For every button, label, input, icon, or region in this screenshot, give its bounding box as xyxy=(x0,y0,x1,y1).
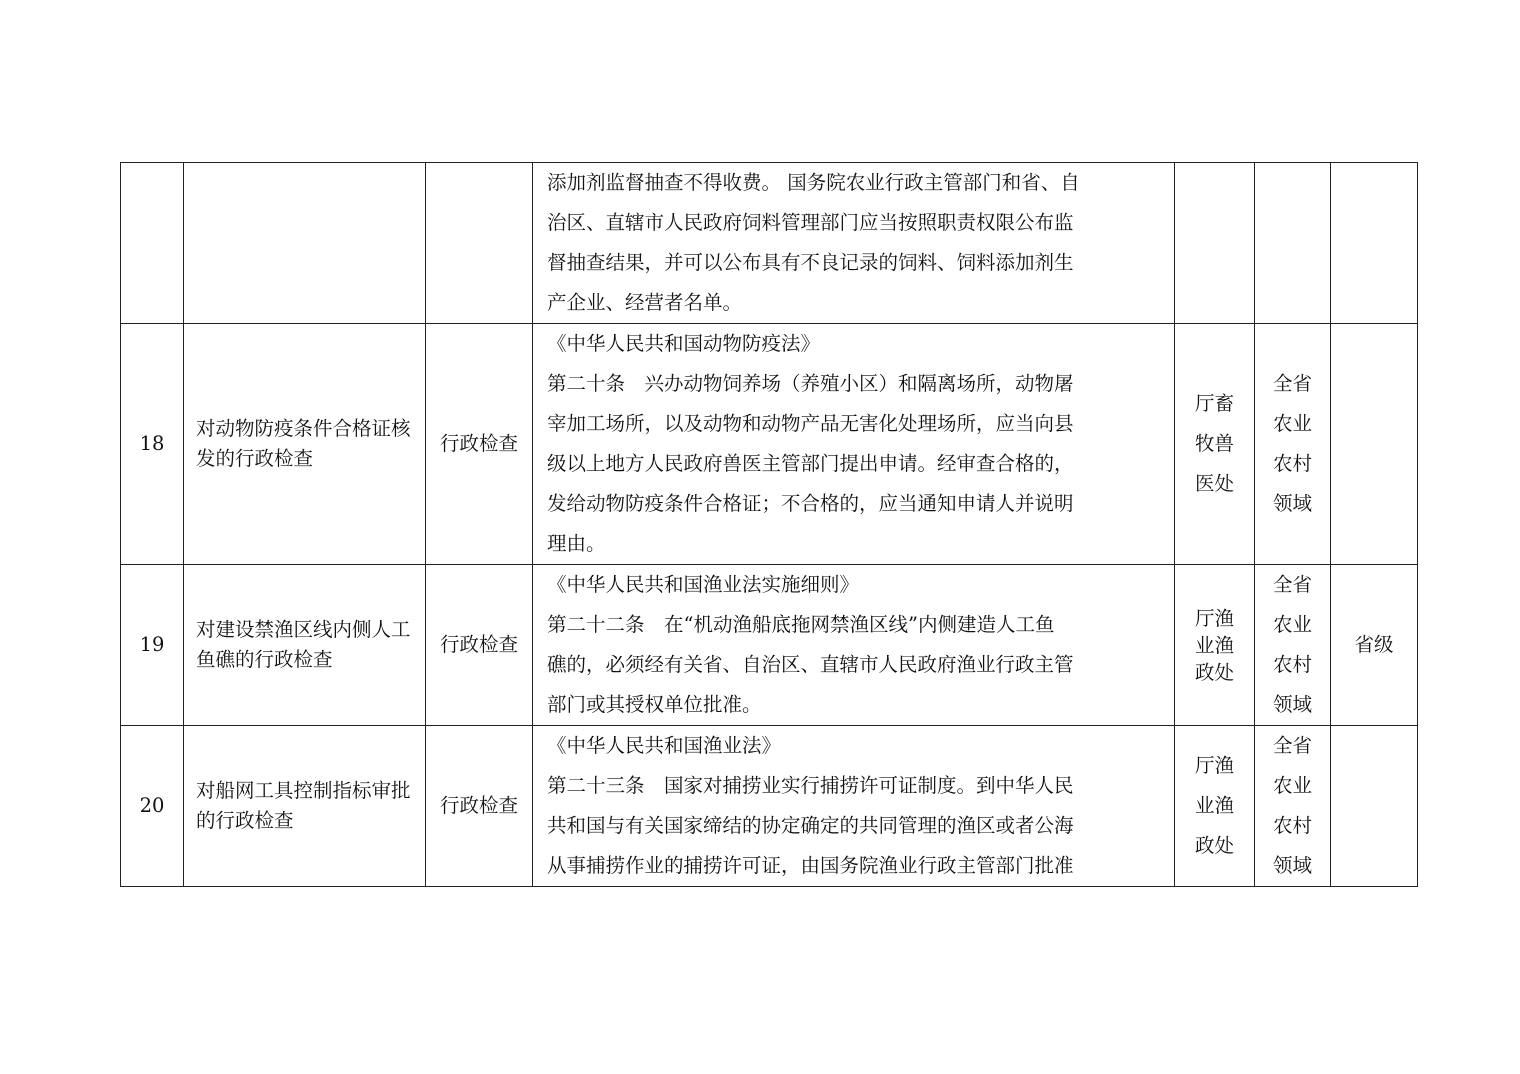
cell-number: 20 xyxy=(121,726,184,887)
table-row xyxy=(121,163,1418,324)
basis-line: 第二十条 兴办动物饲养场（养殖小区）和隔离场所，动物屠 xyxy=(547,372,1074,395)
department-line: 医处 xyxy=(1194,472,1234,495)
scope-line: 农业 xyxy=(1272,412,1312,435)
department-line: 业渔 xyxy=(1194,633,1234,657)
cell-level xyxy=(1331,163,1418,324)
basis-line: 《中华人民共和国动物防疫法》 xyxy=(547,332,821,355)
basis-line: 从事捕捞作业的捕捞许可证，由国务院渔业行政主管部门批准 xyxy=(547,854,1074,877)
scope-line: 农村 xyxy=(1272,814,1312,837)
scope-line: 领域 xyxy=(1272,693,1312,716)
basis-line: 发给动物防疫条件合格证；不合格的，应当通知申请人并说明 xyxy=(547,492,1074,515)
cell-scope xyxy=(1255,726,1331,887)
department-line: 业渔 xyxy=(1194,794,1234,817)
cell-level xyxy=(1331,726,1418,887)
scope-line: 农村 xyxy=(1272,653,1312,676)
cell-legal-basis xyxy=(533,565,1175,726)
cell-department xyxy=(1175,324,1255,565)
cell-item-name: 对建设禁渔区线内侧人工鱼礁的行政检查 xyxy=(184,565,426,726)
department-line: 政处 xyxy=(1194,834,1234,857)
scope-line: 农村 xyxy=(1272,452,1312,475)
basis-line: 治区、直辖市人民政府饲料管理部门应当按照职责权限公布监 xyxy=(547,211,1074,234)
basis-line: 产企业、经营者名单。 xyxy=(547,291,743,314)
cell-scope xyxy=(1255,565,1331,726)
table-row xyxy=(121,726,1418,887)
basis-line: 宰加工场所，以及动物和动物产品无害化处理场所，应当向县 xyxy=(547,412,1074,435)
cell-number xyxy=(121,163,184,324)
scope-line: 全省 xyxy=(1272,573,1312,596)
department-line: 厅渔 xyxy=(1194,754,1234,777)
department-line: 牧兽 xyxy=(1194,432,1234,455)
cell-department xyxy=(1175,726,1255,887)
basis-line: 部门或其授权单位批准。 xyxy=(547,693,762,716)
cell-department xyxy=(1175,565,1255,726)
cell-department xyxy=(1175,163,1255,324)
scope-line: 领域 xyxy=(1272,492,1312,515)
table-row xyxy=(121,324,1418,565)
cell-legal-basis xyxy=(533,324,1175,565)
basis-line: 共和国与有关国家缔结的协定确定的共同管理的渔区或者公海 xyxy=(547,814,1074,837)
basis-line: 级以上地方人民政府兽医主管部门提出申请。经审查合格的， xyxy=(547,452,1074,475)
basis-line: 督抽查结果，并可以公布具有不良记录的饲料、饲料添加剂生 xyxy=(547,251,1074,274)
cell-category: 行政检查 xyxy=(426,324,533,565)
cell-category: 行政检查 xyxy=(426,565,533,726)
department-line: 政处 xyxy=(1194,660,1234,684)
basis-line: 添加剂监督抽查不得收费。 国务院农业行政主管部门和省、自 xyxy=(547,171,1080,194)
basis-line: 《中华人民共和国渔业法实施细则》 xyxy=(547,573,860,596)
cell-number: 18 xyxy=(121,324,184,565)
cell-item-name: 对动物防疫条件合格证核发的行政检查 xyxy=(184,324,426,565)
basis-line: 《中华人民共和国渔业法》 xyxy=(547,734,782,757)
scope-line: 全省 xyxy=(1272,372,1312,395)
department-line: 厅畜 xyxy=(1194,392,1234,415)
cell-scope xyxy=(1255,324,1331,565)
scope-line: 农业 xyxy=(1272,613,1312,636)
department-line: 厅渔 xyxy=(1194,606,1234,630)
cell-scope xyxy=(1255,163,1331,324)
basis-line: 理由。 xyxy=(547,532,606,555)
document-table xyxy=(120,162,1418,887)
cell-category: 行政检查 xyxy=(426,726,533,887)
cell-item-name: 对船网工具控制指标审批的行政检查 xyxy=(184,726,426,887)
basis-line: 第二十二条 在“机动渔船底拖网禁渔区线”内侧建造人工鱼 xyxy=(547,613,1055,636)
cell-number: 19 xyxy=(121,565,184,726)
scope-line: 全省 xyxy=(1272,734,1312,757)
cell-item-name xyxy=(184,163,426,324)
cell-legal-basis xyxy=(533,726,1175,887)
scope-line: 农业 xyxy=(1272,774,1312,797)
cell-category xyxy=(426,163,533,324)
basis-line: 礁的，必须经有关省、自治区、直辖市人民政府渔业行政主管 xyxy=(547,653,1074,676)
cell-legal-basis xyxy=(533,163,1175,324)
basis-line: 第二十三条 国家对捕捞业实行捕捞许可证制度。到中华人民 xyxy=(547,774,1074,797)
scope-line: 领域 xyxy=(1272,854,1312,877)
table-row xyxy=(121,565,1418,726)
cell-level: 省级 xyxy=(1331,565,1418,726)
cell-level xyxy=(1331,324,1418,565)
